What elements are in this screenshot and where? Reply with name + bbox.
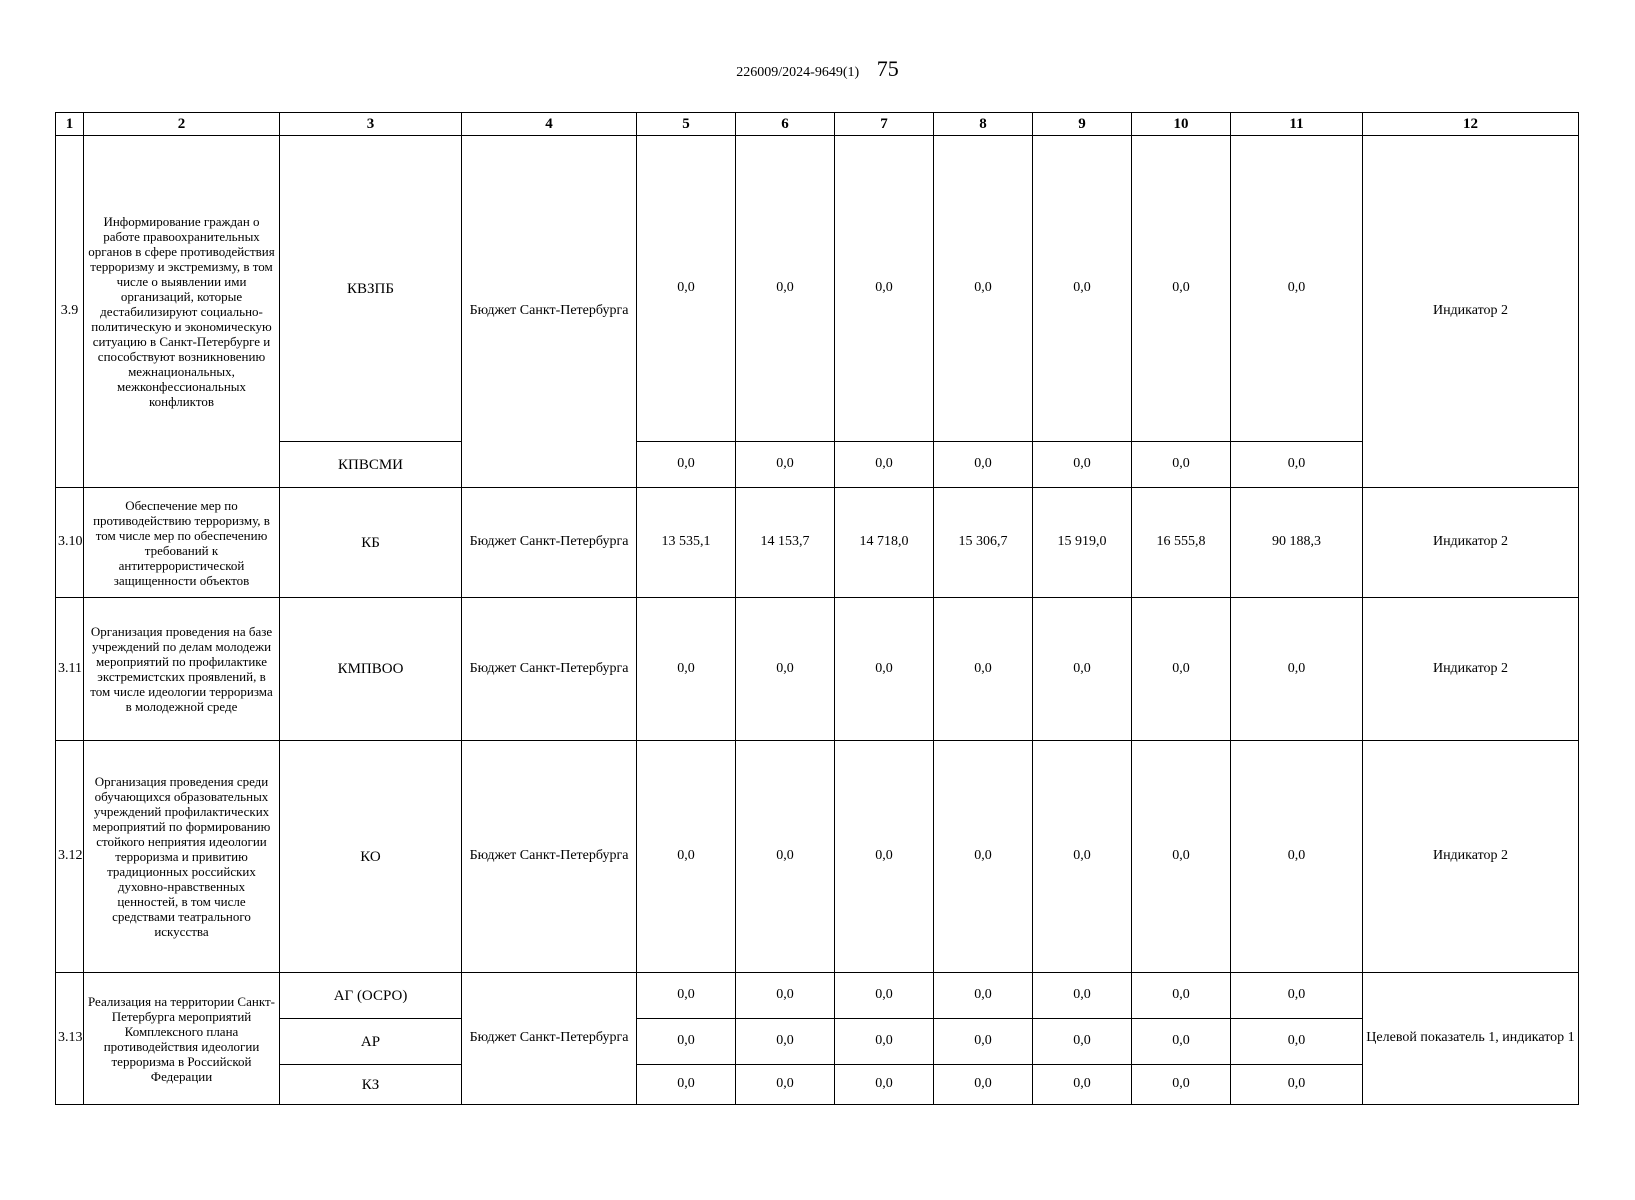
value-cell: 0,0 <box>1033 973 1132 1019</box>
value-cell: 0,0 <box>1231 442 1363 488</box>
value-cell: 0,0 <box>637 741 736 973</box>
value-cell: 0,0 <box>835 598 934 741</box>
measure-description: Информирование граждан о работе правоохранительных органов в сфере противодействия терроризму и экстремизму, в том числе о выявлении ими организаций, которые дестабилизируют социально-политическую и экономическую ситуацию в Санкт-Петербурге и способствуют возникновению межнациональных, межконфессиональных конфликтов <box>84 136 280 488</box>
executor-code: КВЗПБ <box>280 136 462 442</box>
value-cell: 0,0 <box>934 598 1033 741</box>
value-cell: 0,0 <box>1033 741 1132 973</box>
executor-code: АР <box>280 1019 462 1065</box>
funding-source: Бюджет Санкт-Петербурга <box>462 598 637 741</box>
table-row <box>56 136 1579 442</box>
value-cell: 0,0 <box>934 136 1033 442</box>
column-header: 9 <box>1033 113 1132 136</box>
row-number: 3.13 <box>56 973 84 1105</box>
row-number: 3.9 <box>56 136 84 488</box>
value-cell: 0,0 <box>637 1065 736 1105</box>
indicator-cell: Целевой показатель 1, индикатор 1 <box>1363 973 1579 1105</box>
value-cell: 0,0 <box>1033 1065 1132 1105</box>
value-cell: 0,0 <box>1132 442 1231 488</box>
column-header: 7 <box>835 113 934 136</box>
table-row <box>56 1019 1579 1065</box>
value-cell: 0,0 <box>736 598 835 741</box>
value-cell: 0,0 <box>934 1019 1033 1065</box>
value-cell: 13 535,1 <box>637 488 736 598</box>
measure-description: Организация проведения среди обучающихся образовательных учреждений профилактических мероприятий по формированию стойкого неприятия идеологии терроризма и привитию традиционных российских духовно-нравственных ценностей, в том числе средствами театрального искусства <box>84 741 280 973</box>
value-cell: 0,0 <box>736 741 835 973</box>
value-cell: 0,0 <box>736 136 835 442</box>
column-header: 10 <box>1132 113 1231 136</box>
column-header: 11 <box>1231 113 1363 136</box>
funding-source: Бюджет Санкт-Петербурга <box>462 136 637 488</box>
value-cell: 0,0 <box>1132 136 1231 442</box>
value-cell: 0,0 <box>1132 973 1231 1019</box>
value-cell: 0,0 <box>1231 1065 1363 1105</box>
indicator-cell: Индикатор 2 <box>1363 488 1579 598</box>
value-cell: 0,0 <box>637 598 736 741</box>
value-cell: 0,0 <box>835 1019 934 1065</box>
column-header: 1 <box>56 113 84 136</box>
row-number: 3.10 <box>56 488 84 598</box>
executor-code: АГ (ОСРО) <box>280 973 462 1019</box>
column-header: 8 <box>934 113 1033 136</box>
column-header: 4 <box>462 113 637 136</box>
value-cell: 0,0 <box>835 442 934 488</box>
page-number: 75 <box>876 56 899 81</box>
value-cell: 0,0 <box>637 442 736 488</box>
table-row <box>56 973 1579 1019</box>
indicator-cell: Индикатор 2 <box>1363 136 1579 488</box>
value-cell: 0,0 <box>835 136 934 442</box>
column-number-row <box>56 113 1579 136</box>
table-row <box>56 598 1579 741</box>
value-cell: 0,0 <box>934 741 1033 973</box>
value-cell: 0,0 <box>637 973 736 1019</box>
value-cell: 0,0 <box>1231 136 1363 442</box>
value-cell: 0,0 <box>1132 1019 1231 1065</box>
value-cell: 0,0 <box>736 1065 835 1105</box>
value-cell: 0,0 <box>1231 741 1363 973</box>
program-table <box>55 112 1579 1105</box>
value-cell: 0,0 <box>1033 136 1132 442</box>
value-cell: 0,0 <box>1231 973 1363 1019</box>
indicator-cell: Индикатор 2 <box>1363 741 1579 973</box>
value-cell: 0,0 <box>934 973 1033 1019</box>
document-id: 226009/2024-9649(1) <box>736 65 860 80</box>
funding-source: Бюджет Санкт-Петербурга <box>462 741 637 973</box>
value-cell: 0,0 <box>736 1019 835 1065</box>
indicator-cell: Индикатор 2 <box>1363 598 1579 741</box>
measure-description: Обеспечение мер по противодействию терроризму, в том числе мер по обеспечению требований к антитеррористической защищенности объектов <box>84 488 280 598</box>
column-header: 3 <box>280 113 462 136</box>
value-cell: 0,0 <box>835 973 934 1019</box>
column-header: 6 <box>736 113 835 136</box>
value-cell: 0,0 <box>934 442 1033 488</box>
value-cell: 0,0 <box>1231 598 1363 741</box>
funding-source: Бюджет Санкт-Петербурга <box>462 973 637 1105</box>
executor-code: КПВСМИ <box>280 442 462 488</box>
value-cell: 0,0 <box>835 1065 934 1105</box>
value-cell: 0,0 <box>1132 598 1231 741</box>
value-cell: 14 718,0 <box>835 488 934 598</box>
value-cell: 0,0 <box>1033 442 1132 488</box>
executor-code: КЗ <box>280 1065 462 1105</box>
value-cell: 0,0 <box>637 136 736 442</box>
value-cell: 16 555,8 <box>1132 488 1231 598</box>
measure-description: Реализация на территории Санкт-Петербурга мероприятий Комплексного плана противодействия идеологии терроризма в Российской Федерации <box>84 973 280 1105</box>
executor-code: КБ <box>280 488 462 598</box>
value-cell: 0,0 <box>1231 1019 1363 1065</box>
table-row <box>56 442 1579 488</box>
page-header <box>0 56 1635 82</box>
table-row <box>56 488 1579 598</box>
value-cell: 0,0 <box>1033 1019 1132 1065</box>
column-header: 5 <box>637 113 736 136</box>
value-cell: 0,0 <box>736 442 835 488</box>
column-header: 2 <box>84 113 280 136</box>
value-cell: 90 188,3 <box>1231 488 1363 598</box>
value-cell: 0,0 <box>934 1065 1033 1105</box>
value-cell: 15 306,7 <box>934 488 1033 598</box>
value-cell: 14 153,7 <box>736 488 835 598</box>
value-cell: 0,0 <box>835 741 934 973</box>
funding-source: Бюджет Санкт-Петербурга <box>462 488 637 598</box>
value-cell: 0,0 <box>736 973 835 1019</box>
measure-description: Организация проведения на базе учреждений по делам молодежи мероприятий по профилактике экстремистских проявлений, в том числе идеологии терроризма в молодежной среде <box>84 598 280 741</box>
value-cell: 0,0 <box>637 1019 736 1065</box>
table-row <box>56 741 1579 973</box>
row-number: 3.11 <box>56 598 84 741</box>
value-cell: 0,0 <box>1132 1065 1231 1105</box>
table-row <box>56 1065 1579 1105</box>
executor-code: КМПВОО <box>280 598 462 741</box>
value-cell: 0,0 <box>1033 598 1132 741</box>
executor-code: КО <box>280 741 462 973</box>
column-header: 12 <box>1363 113 1579 136</box>
row-number: 3.12 <box>56 741 84 973</box>
value-cell: 0,0 <box>1132 741 1231 973</box>
value-cell: 15 919,0 <box>1033 488 1132 598</box>
